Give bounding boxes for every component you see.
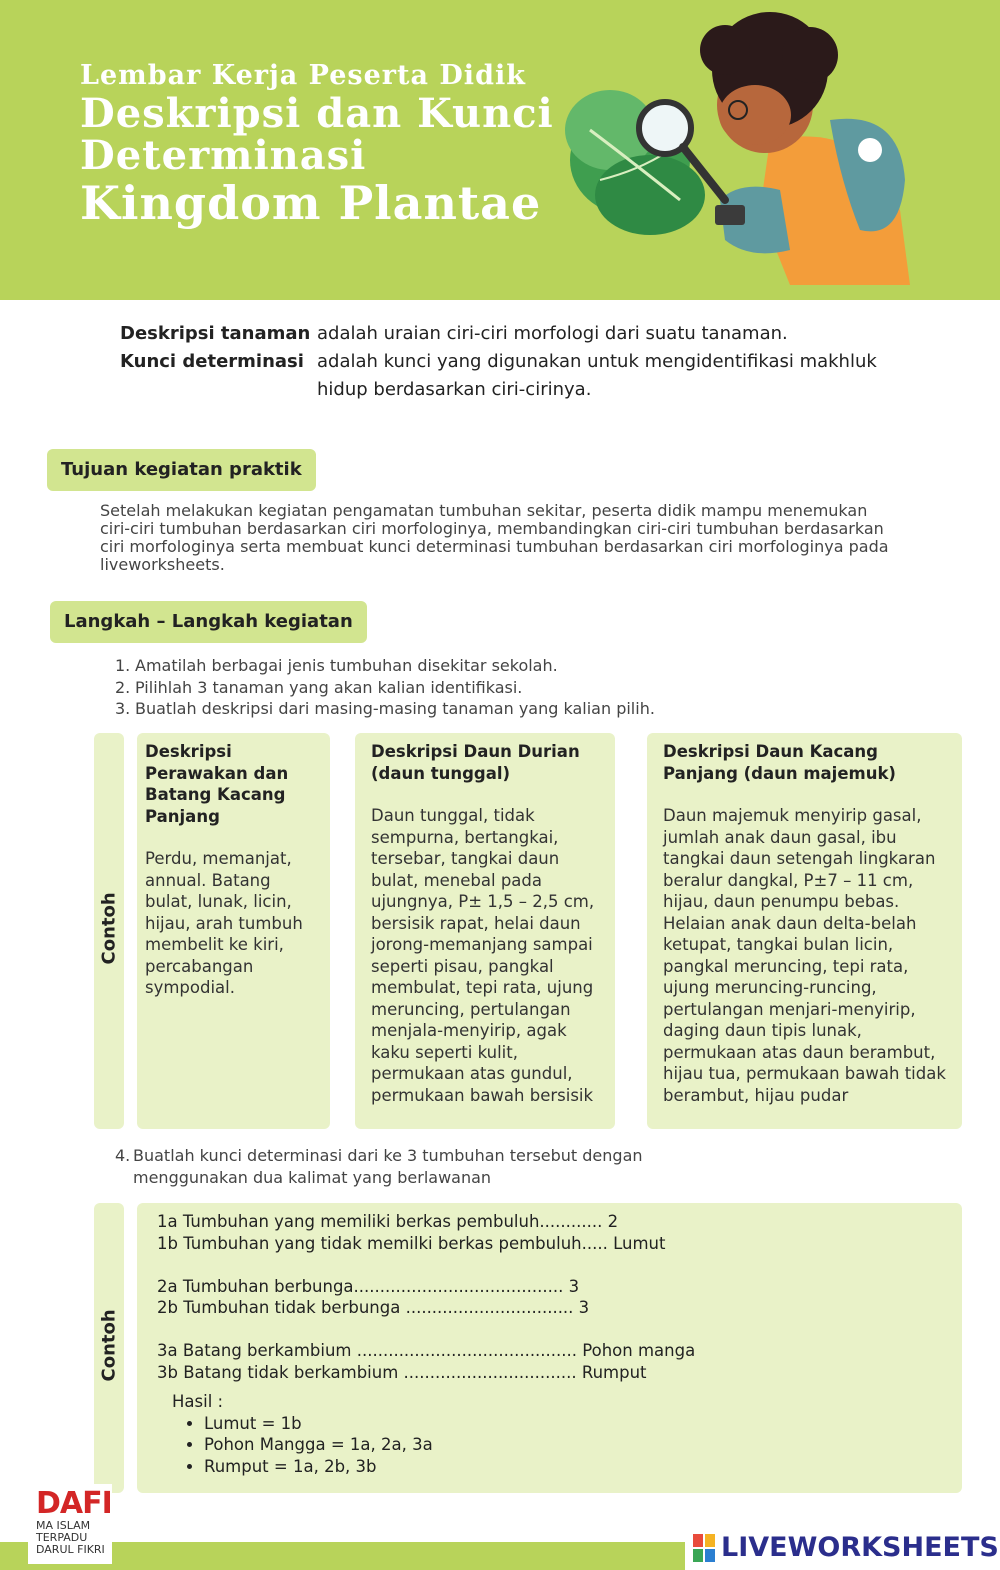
- key-line: 3b Batang tidak berkambium ................................. Rumput: [157, 1362, 647, 1382]
- description-card: [355, 733, 615, 1129]
- card-body: Daun tunggal, tidak sempurna, bertangkai, tersebar, tangkai daun bulat, menebal pada ujungnya, P± 1,5 – 2,5 cm, bersisik rapat, helai daun jorong-memanjang sampai seperti pisau, pangkal membulat, tepi rata, ujung meruncing, pertulangan menjala-menyirip, agak kaku seperti kulit, permukaan atas gundul, permukaan bawah bersisik: [371, 806, 595, 1105]
- key-line: 1b Tumbuhan yang tidak memilki berkas pembuluh..... Lumut: [157, 1233, 666, 1253]
- dafi-logo: [28, 1484, 112, 1564]
- tujuan-paragraph: Setelah melakukan kegiatan pengamatan tumbuhan sekitar, peserta didik mampu menemukan ciri-ciri tumbuhan berdasarkan ciri morfologinya, membandingkan ciri-ciri tumbuhan berdasarkan ciri morfologinya serta membuat kunci determinasi tumbuhan berdasarkan ciri morfologinya pada liveworksheets.: [100, 501, 889, 574]
- definitions-list: [120, 320, 887, 404]
- title-line-1: Deskripsi dan Kunci: [80, 90, 554, 137]
- title-line-2: Determinasi: [80, 132, 367, 179]
- tujuan-heading: Tujuan kegiatan praktik: [47, 449, 316, 491]
- student-magnifier-illustration: [540, 10, 940, 300]
- result-item: • Pohon Mangga = 1a, 2a, 3a: [204, 1434, 942, 1456]
- card-body: Perdu, memanjat, annual. Batang bulat, lunak, licin, hijau, arah tumbuh membelit ke kiri, percabangan sympodial.: [145, 849, 303, 997]
- leaf-icon: [595, 155, 705, 235]
- contoh-label: Contoh: [98, 1309, 120, 1382]
- key-line: 1a Tumbuhan yang memiliki berkas pembuluh............ 2: [157, 1212, 619, 1231]
- result-item: • Rumput = 1a, 2b, 3b: [204, 1456, 942, 1478]
- key-line: 2a Tumbuhan berbunga........................................ 3: [157, 1276, 580, 1296]
- definition-row: [120, 320, 887, 348]
- liveworksheets-logo[interactable]: [685, 1526, 1000, 1570]
- step-item: 3. Buatlah deskripsi dari masing-masing tanaman yang kalian pilih.: [115, 699, 655, 718]
- liveworksheets-icon: [693, 1534, 715, 1562]
- card-title: Deskripsi Daun Kacang Panjang (daun majemuk): [663, 742, 896, 783]
- definition-term: Deskripsi tanaman: [120, 323, 311, 344]
- worksheet-subtitle: Lembar Kerja Peserta Didik: [80, 60, 526, 91]
- card-body: Daun majemuk menyirip gasal, jumlah anak daun gasal, ibu tangkai daun setengah lingkaran beralur dangkal, P±7 – 11 cm, hijau, daun penumpu bebas. Helaian anak daun delta-belah ketupat, tangkai bulan licin, pangkal meruncing, tepi rata, ujung meruncing-runcing, pertulangan menjari-menyirip, daging daun tipis lunak, permukaan atas daun berambut, hijau tua, permukaan bawah tidak berambut, hijau pudar: [663, 806, 946, 1105]
- card-title: Deskripsi Daun Durian (daun tunggal): [371, 742, 580, 783]
- worksheet-title: [80, 90, 554, 230]
- definition-text: adalah kunci yang digunakan untuk mengidentifikasi makhluk hidup berdasarkan ciri-cirinya.: [317, 351, 877, 400]
- contoh-label-column: [94, 733, 124, 1129]
- step-item: 1. Amatilah berbagai jenis tumbuhan disekitar sekolah.: [115, 656, 558, 675]
- result-list: [172, 1413, 942, 1478]
- result-label: Hasil :: [172, 1392, 224, 1411]
- step-4-text: Buatlah kunci determinasi dari ke 3 tumbuhan tersebut dengan menggunakan dua kalimat yang berlawanan: [133, 1146, 643, 1187]
- header-banner: [0, 0, 1000, 300]
- key-line: 2b Tumbuhan tidak berbunga ................................ 3: [157, 1298, 590, 1317]
- result-item: • Lumut = 1b: [204, 1413, 942, 1435]
- definition-text: adalah uraian ciri-ciri morfologi dari suatu tanaman.: [317, 323, 788, 344]
- description-card: [647, 733, 962, 1129]
- definition-row: [120, 348, 887, 404]
- title-line-3: Kingdom Plantae: [80, 176, 542, 230]
- langkah-heading: Langkah – Langkah kegiatan: [50, 601, 367, 643]
- step-item: 4. Buatlah kunci determinasi dari ke 3 tumbuhan tersebut dengan menggunakan dua kalimat yang berlawanan: [115, 1145, 653, 1189]
- key-line: 3a Batang berkambium .......................................... Pohon manga: [157, 1341, 696, 1360]
- contoh-label-column: [94, 1203, 124, 1493]
- definition-term: Kunci determinasi: [120, 351, 304, 372]
- liveworksheets-text: LIVEWORKSHEETS: [721, 1532, 999, 1563]
- card-title: Deskripsi Perawakan dan Batang Kacang Panjang: [145, 742, 289, 826]
- contoh-label: Contoh: [98, 892, 120, 965]
- step-item: 2. Pilihlah 3 tanaman yang akan kalian identifikasi.: [115, 677, 523, 697]
- description-card: [137, 733, 330, 1129]
- result-section: [172, 1391, 942, 1477]
- school-name: MA ISLAM TERPADU DARUL FIKRI: [36, 1519, 105, 1556]
- steps-list: [115, 655, 655, 720]
- dafi-logo-text: DAFI: [36, 1486, 112, 1521]
- determination-key-box: [137, 1203, 962, 1493]
